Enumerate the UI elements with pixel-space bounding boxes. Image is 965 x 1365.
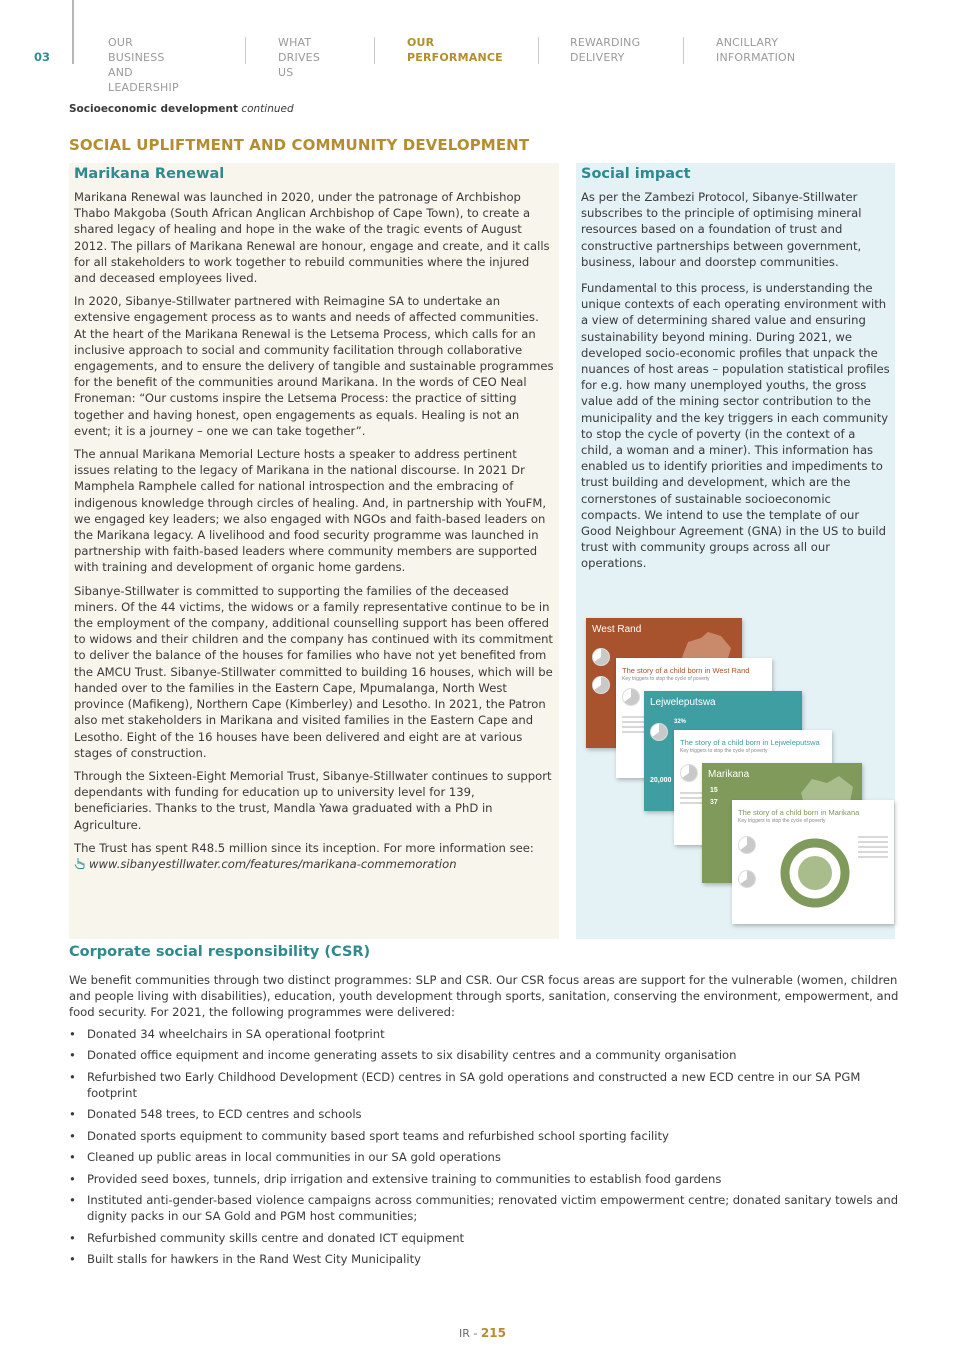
nav-label-line2: PERFORMANCE: [407, 51, 503, 64]
list-item: • Instituted anti-gender-based violence campaigns across communities; renovated victim empowerment centre; donated sanitary towels and dignity packs in our SA Gold and PGM host communities;: [69, 1192, 899, 1224]
pie-chart-icon: [738, 870, 756, 888]
text-lines: [858, 836, 888, 861]
section-label: [69, 103, 294, 115]
list-item: • Donated sports equipment to community based sport teams and refurbished school sporting facility: [69, 1128, 899, 1144]
list-item: • Donated office equipment and income generating assets to six disability centres and a community organisation: [69, 1047, 899, 1063]
nav-label-line1: OUR BUSINESS: [108, 36, 165, 64]
list-item: • Donated 34 wheelchairs in SA operational footprint: [69, 1026, 899, 1042]
marikana-label: Marikana: [708, 769, 750, 780]
marikana-paragraph: The Trust has spent R48.5 million since its inception. For more information see:: [74, 840, 534, 855]
marikana-heading: Marikana Renewal: [74, 166, 225, 182]
nav-label-line1: REWARDING: [570, 36, 641, 49]
page-footer: [0, 1326, 965, 1340]
marikana-paragraph: In 2020, Sibanye-Stillwater partnered with Reimagine SA to undertake an extensive engagement process as to wants and needs of affected communities. At the heart of the Marikana Renewal is the Letsema Process, which calls for an inclusive approach to social and community facilitation through collaborative engagements, and to ensure the delivery of tangible and sustainable programmes for the benefit of the communities around Marikana. In the words of CEO Neal Froneman: “Our customs inspire the Letsema Process: the practice of sitting together and having honest, open engagements as equals. Healing is not an event; it is a journey – one we can take together”.: [74, 294, 554, 438]
nav-our-performance[interactable]: [407, 35, 503, 65]
big-number-fact: 20,000: [650, 777, 672, 784]
card-subtitle: Key triggers to stop the cycle of poverty: [622, 676, 710, 682]
marikana-paragraph: The annual Marikana Memorial Lecture hosts a speaker to address pertinent issues relating to the legacy of Marikana in the national discourse. In 2021 Dr Mamphela Ramphele called for national introspection and the embracing of indigenous knowledge through circles of healing. And, in partnership with YouFM, we engaged key leaders; we also engaged with NGOs and faith-based leaders on the Marikana legacy. A livelihood and food security programme was launched in partnership with faith-based leaders where community members are supported with training and development of organic home gardens.: [74, 447, 547, 575]
marikana-renewal-panel: [69, 163, 559, 939]
number-fact: 15: [710, 787, 718, 794]
list-item: • Donated 548 trees, to ECD centres and schools: [69, 1106, 899, 1122]
nav-separator: [374, 37, 375, 64]
list-item: • Refurbished community skills centre and donated ICT equipment: [69, 1230, 899, 1246]
card-subtitle: Key triggers to stop the cycle of poverty: [738, 818, 826, 824]
social-impact-paragraph: As per the Zambezi Protocol, Sibanye-Stillwater subscribes to the principle of optimising mineral resources based on a foundation of trust and constructive partnerships between government, business, labour and doorstep communities.: [581, 190, 862, 269]
section-label-main: Socioeconomic development: [69, 103, 238, 115]
page-title: SOCIAL UPLIFTMENT AND COMMUNITY DEVELOPMENT: [69, 136, 530, 154]
nav-label-line2: AND LEADERSHIP: [108, 66, 179, 94]
nav-label-line2: INFORMATION: [716, 51, 796, 64]
nav-separator: [538, 37, 539, 64]
west-rand-story-title: The story of a child born in West Rand: [622, 666, 750, 675]
csr-intro: We benefit communities through two distinct programmes: SLP and CSR. Our CSR focus areas are support for the vulnerable (women, children and people living with disabilities), education, youth development through sports, sanitation, conserving the environment, empowerment, and food security. For 2021, the following programmes were delivered:: [69, 973, 899, 1020]
pie-chart-icon: [592, 676, 610, 694]
nav-label-line2: DELIVERY: [570, 51, 625, 64]
nav-label-line1: WHAT: [278, 36, 312, 49]
cycle-diagram-icon: [778, 836, 852, 910]
socio-economic-profile-thumbnails: [586, 618, 886, 923]
nav-label-line2: DRIVES US: [278, 51, 321, 79]
nav-label-line1: OUR: [407, 36, 435, 49]
west-rand-label: West Rand: [592, 624, 642, 635]
list-item: • Built stalls for hawkers in the Rand West City Municipality: [69, 1251, 899, 1267]
pie-chart-icon: [650, 723, 668, 741]
chapter-divider: [72, 0, 74, 64]
number-fact: 37: [710, 799, 718, 806]
marikana-paragraph: Through the Sixteen-Eight Memorial Trust, Sibanye-Stillwater continues to support dependants with funding for education up to university level for 139, beneficiaries. Thanks to the trust, Mandla Yawa graduated with a PhD in Agriculture.: [74, 768, 552, 832]
pie-chart-icon: [622, 688, 640, 706]
marikana-link[interactable]: [74, 856, 554, 872]
lejweleputswa-story-title: The story of a child born in Lejweleputswa: [680, 738, 820, 747]
pie-chart-icon: [680, 764, 698, 782]
csr-programme-list: [69, 1026, 899, 1272]
nav-what-drives-us[interactable]: [278, 35, 320, 80]
section-label-continued: continued: [241, 103, 294, 115]
pie-chart-icon: [592, 648, 610, 666]
nav-our-business[interactable]: [108, 35, 179, 95]
nav-ancillary-information[interactable]: [716, 35, 795, 65]
nav-separator: [683, 37, 684, 64]
footer-prefix: IR -: [459, 1327, 478, 1340]
marikana-paragraph: Marikana Renewal was launched in 2020, under the patronage of Archbishop Thabo Makgoba (South African Anglican Archbishop of Cape Town), to create a shared legacy of healing and hope in the wake of the tragic events of August 2012. The pillars of Marikana Renewal are honour, engage and create, and it calls for all stakeholders to work together to rebuild communities where the injured and deceased employees lived.: [74, 190, 550, 286]
lejweleputswa-label: Lejweleputswa: [650, 697, 716, 708]
list-item: • Provided seed boxes, tunnels, drip irrigation and extensive training to communities to establish food gardens: [69, 1171, 899, 1187]
card-subtitle: Key triggers to stop the cycle of poverty: [680, 748, 768, 754]
nav-separator: [245, 37, 246, 64]
pie-chart-icon: [738, 836, 756, 854]
pointer-hand-icon: [74, 857, 85, 869]
percent-fact: 32%: [674, 719, 687, 725]
list-item: • Cleaned up public areas in local communities in our SA gold operations: [69, 1149, 899, 1165]
list-item: • Refurbished two Early Childhood Development (ECD) centres in SA gold operations and constructed a new ECD centre in our SA PGM footprint: [69, 1069, 899, 1101]
nav-label-line1: ANCILLARY: [716, 36, 779, 49]
page-number: 215: [480, 1326, 506, 1340]
csr-heading: Corporate social responsibility (CSR): [69, 944, 371, 960]
social-impact-panel: [576, 163, 895, 939]
marikana-paragraph: Sibanye-Stillwater is committed to supporting the families of the deceased miners. Of the 44 victims, the widows or a family representative continue to be in the employment of the company, additional counselling support has been offered to widows and their children and the company has continued with its commitment to deliver the balance of the houses for families who have not yet benefited from the AMCU Trust. Sibanye-Stillwater committed to building 16 houses, which will be handed over to the families in the Eastern Cape, Mpumalanga, North West province (Mafikeng), Northern Cape (Kimberley) and Lesotho. In 2021, the Patron also met stakeholders in Marikana and visited families in the Eastern Cape and Lesotho. Eight of the 16 houses have been delivered and eight are at various stages of construction.: [74, 583, 553, 760]
marikana-story-card: [732, 800, 894, 924]
social-impact-paragraph: Fundamental to this process, is understanding the unique contexts of each operating environment with a view of determining shared value and ensuring sustainability beyond mining. During 2021, we developed socio-economic profiles that unpack the nuances of host areas – population statistical profiles for e.g. how many unemployed youths, the gross value add of the mining sector contribution to the municipality and the key triggers in each community to stop the cycle of poverty (in the context of a child, a woman and a miner). This information has enabled us to identify priorities and impediments to trust building and development, which are the cornerstones of sustainable socioeconomic compacts. We intend to use the template of our Good Neighbour Agreement (GNA) in the US to build trust with community groups across all our operations.: [581, 281, 890, 571]
marikana-story-title: The story of a child born in Marikana: [738, 808, 860, 817]
marikana-link-text: www.sibanyestillwater.com/features/marikana-commemoration: [89, 856, 457, 871]
chapter-number: 03: [34, 50, 51, 64]
social-impact-heading: Social impact: [581, 166, 691, 182]
nav-rewarding-delivery[interactable]: [570, 35, 640, 65]
